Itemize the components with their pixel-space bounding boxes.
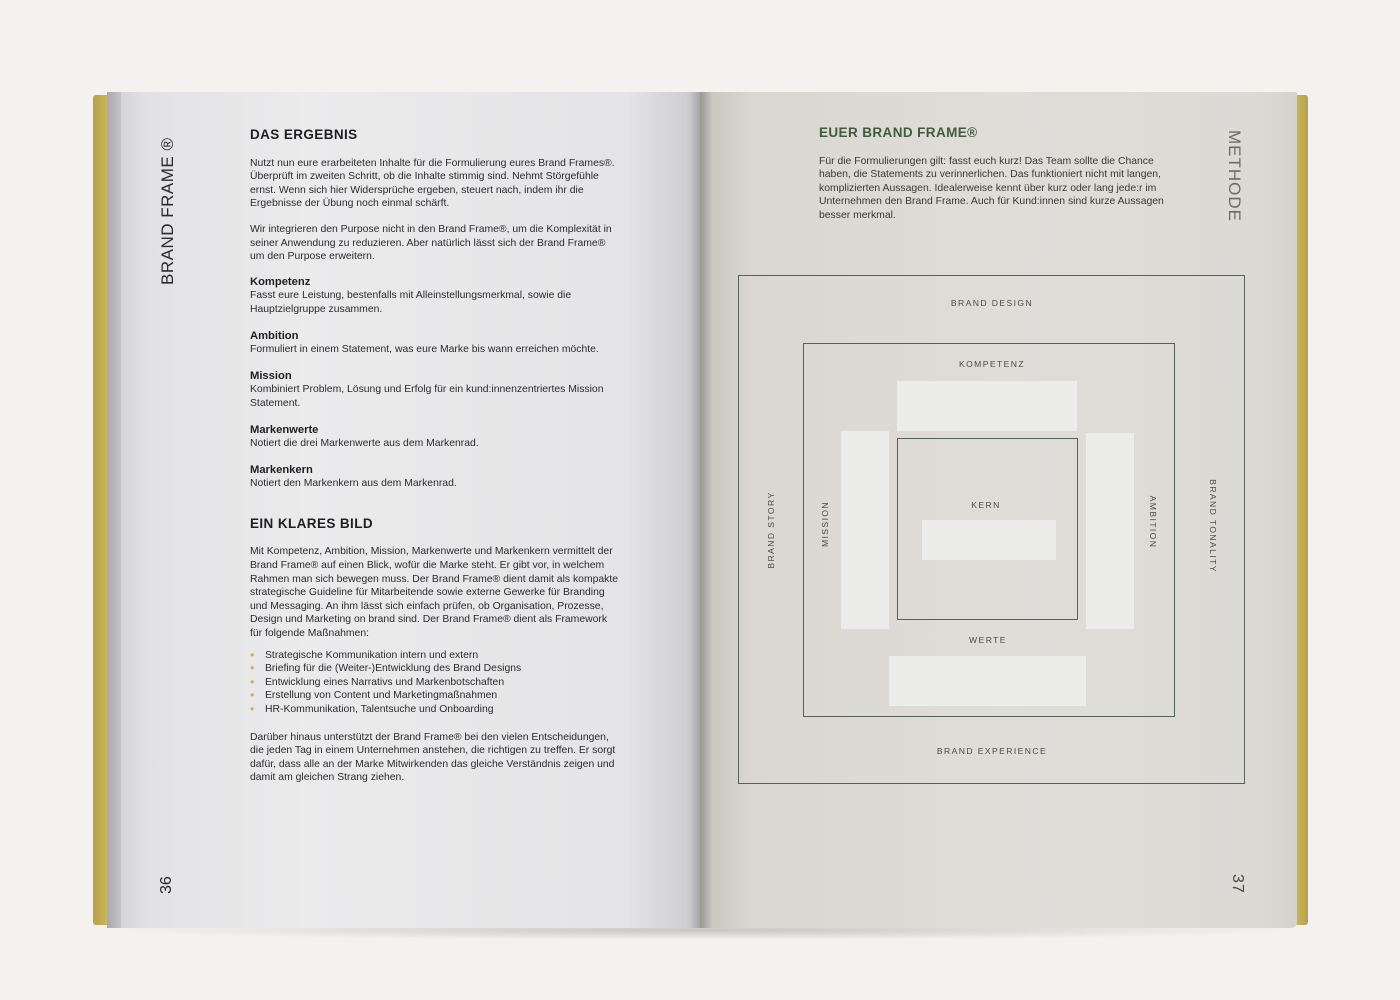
item-text: Formuliert in einem Statement, was eure Marke bis wann erreichen möchte. [250,344,599,356]
label-ambition: AMBITION [1148,495,1158,549]
right-running-title-text: METHODE [1225,130,1244,222]
label-kompetenz: KOMPETENZ [958,359,1026,369]
item-title: Kompetenz [250,275,311,288]
placeholder-box-kompetenz [897,381,1077,431]
item-text: Fasst eure Leistung, bestenfalls mit Alleinstellungsmerkmal, sowie die Hauptzielgruppe zusammen. [250,290,572,315]
label-brand-experience: BRAND EXPERIENCE [936,746,1048,756]
right-text-column [819,126,1169,223]
list-item: • Briefing für die (Weiter-)Entwicklung des Brand Designs [250,662,620,676]
label-kern: KERN [971,500,1001,510]
left-running-title-text: BRAND FRAME ® [158,137,177,285]
left-page-number-text: 36 [158,876,175,894]
paragraph: Darüber hinaus unterstützt der Brand Frame® bei den vielen Entscheidungen, die jeden Tag in einem Unternehmen anstehen, die richtigen zu treffen. Er sorgt dafür, dass alle an der Marke Mitwirkenden das gleiche Verständnis zeigen und damit am gleichen Strang ziehen. [250,731,616,784]
section-heading-ergebnis: DAS ERGEBNIS [250,127,358,142]
item-title: Markenwerte [250,423,319,436]
left-running-title [158,130,188,290]
left-text-column [250,128,620,785]
item-markenwerte [250,424,620,451]
left-page-number [158,876,178,896]
list-item: • Entwicklung eines Narrativs und Markenbotschaften [250,676,620,690]
label-brand-story: BRAND STORY [766,491,776,569]
paragraph: Nutzt nun eure erarbeiteten Inhalte für die Formulierung eures Brand Frames®. Überprüft im zweiten Schritt, ob die Inhalte stimmig sind. Nehmt Störgefühle ernst. Wenn sich hier Widersprüche ergeben, steuert nach, indem ihr die Ergebnisse der Übung noch einmal schärft. [250,157,615,210]
bullet-list [250,649,620,717]
cover-edge-left [93,95,107,925]
paragraph: Mit Kompetenz, Ambition, Mission, Markenwerte und Markenkern vermittelt der Brand Frame® auf einen Blick, wofür die Marke steht. Er gibt vor, in welchem Rahmen man sich bewegen muss. Der Brand Frame® dient damit als kompakte strategische Guideline für Mitarbeitende sowie externe Gewerke für Branding und Messaging. An ihm lässt sich einfach prüfen, ob Organisation, Prozesse, Design und Marketing on brand sind. Der Brand Frame® dient als Framework für folgende Maßnahmen: [250,546,619,640]
list-item: • Erstellung von Content und Marketingmaßnahmen [250,689,620,703]
placeholder-box-kern [922,520,1056,560]
item-markenkern [250,464,620,491]
right-page-number-text: 37 [1229,874,1246,894]
item-text: Notiert die drei Markenwerte aus dem Markenrad. [250,438,479,450]
item-text: Notiert den Markenkern aus dem Markenrad. [250,478,457,490]
label-brand-tonality: BRAND TONALITY [1208,479,1218,573]
book-gutter [690,92,712,928]
item-title: Ambition [250,329,299,342]
label-brand-design: BRAND DESIGN [950,298,1034,308]
item-title: Markenkern [250,463,313,476]
section-heading-klares-bild: EIN KLARES BILD [250,515,374,531]
placeholder-box-mission [841,431,889,629]
item-title: Mission [250,369,292,382]
intro-paragraph: Für die Formulierungen gilt: fasst euch kurz! Das Team sollte die Chance haben, die Statements zu verinnerlichen. Das funktioniert nicht mit langen, komplizierten Aussagen. Idealerweise kennt über kurz oder lang jede:r im Unternehmen den Brand Frame. Auch für Kund:innen sind kurze Aussagen besser merkmal. [819,155,1164,221]
section-heading-brand-frame: EUER BRAND FRAME® [819,125,978,140]
paragraph: Wir integrieren den Purpose nicht in den Brand Frame®, um die Komplexität in seiner Anwendung zu reduzieren. Aber natürlich lässt sich der Brand Frame® um den Purpose erweitern. [250,223,612,263]
label-mission: MISSION [820,500,830,548]
left-page-edge [107,92,121,928]
item-mission [250,370,620,411]
item-text: Kombiniert Problem, Lösung und Erfolg für ein kund:innenzentriertes Mission Statement. [250,384,604,409]
right-running-title [1222,130,1252,240]
placeholder-box-ambition [1086,433,1134,629]
cover-edge-right [1296,95,1308,925]
list-item: • Strategische Kommunikation intern und extern [250,649,620,663]
item-ambition [250,330,620,357]
list-item: • HR-Kommunikation, Talentsuche und Onboarding [250,703,620,717]
item-kompetenz [250,276,620,317]
label-werte: WERTE [969,635,1007,645]
right-page-number [1228,874,1248,900]
placeholder-box-werte [889,656,1086,706]
